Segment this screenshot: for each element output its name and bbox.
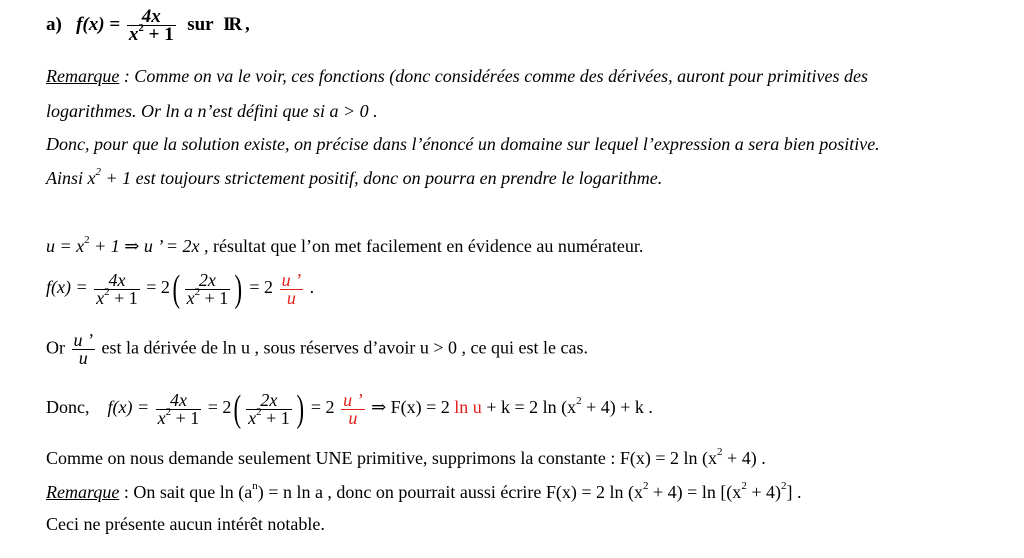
- step4-den1: x: [157, 407, 166, 428]
- step4-donc: Donc,: [46, 397, 90, 418]
- item-label: a): [46, 13, 62, 35]
- step4-den2exp: 2: [256, 405, 262, 418]
- remark1-line4: [46, 168, 662, 189]
- header-sur: sur: [187, 13, 214, 35]
- remark2-exp1: n: [252, 480, 258, 492]
- remark1-text1: : Comme on va le voir, ces fonctions (donc considérées comme des dérivées, auront pour primitives des: [119, 66, 868, 86]
- step2-den2rest: + 1: [200, 287, 229, 308]
- step4-eq3: = 2: [310, 397, 335, 418]
- step2-den2exp: 2: [194, 285, 201, 298]
- step2-num2: 2x: [185, 272, 231, 290]
- function-name: f(x) =: [76, 13, 121, 35]
- remark2-c: + 4) = ln [(x: [648, 482, 742, 502]
- step4-num2: 2x: [246, 392, 292, 410]
- final-line: Ceci ne présente aucun intérêt notable.: [46, 514, 325, 534]
- step2-fx: f(x) =: [46, 277, 88, 298]
- step5-a: Comme on nous demande seulement UNE primitive, supprimons la constante : F(x) = 2 ln (x: [46, 448, 718, 468]
- step4-line: [46, 390, 653, 428]
- step4-exp: 2: [576, 395, 582, 408]
- step4-lnu: ln u: [454, 397, 482, 418]
- step2-num1: 4x: [94, 272, 140, 290]
- remark1-title: Remarque: [46, 66, 120, 86]
- step3-line: [46, 332, 588, 367]
- step1-rest: + 1 ⇒ u ’ = 2x ,: [89, 236, 209, 256]
- remark1-line1: [46, 66, 868, 87]
- step2-den1exp: 2: [104, 285, 110, 298]
- step3-or: Or: [46, 337, 65, 358]
- header-line: [46, 8, 250, 43]
- step4-fx: f(x) =: [107, 397, 150, 418]
- header-comma: ,: [245, 13, 250, 35]
- remark1-text3: Donc, pour que la solution existe, on précise dans l’énoncé un domaine sur lequel l’expression a sera bien positive.: [46, 134, 880, 154]
- right-paren: ): [234, 268, 243, 310]
- step2-den1rest: + 1: [109, 287, 138, 308]
- step2-frac2: [185, 269, 231, 308]
- remark2-exp3: 2: [741, 480, 747, 492]
- step4-num3: u ’: [343, 389, 363, 410]
- step4-den1exp: 2: [165, 405, 172, 418]
- step2-num3: u ’: [281, 269, 302, 290]
- step2-den3: u: [286, 287, 296, 308]
- header-den-rest: + 1: [143, 24, 174, 45]
- step2-den2: x: [186, 287, 195, 308]
- header-den-exp: 2: [138, 22, 144, 34]
- step1-exp: 2: [84, 234, 90, 246]
- remark1-text4a: Ainsi x: [46, 168, 96, 188]
- remark2-d: + 4): [746, 482, 781, 502]
- step4-rest1: + k = 2 ln (x: [481, 397, 577, 418]
- remark2-exp4: 2: [780, 480, 787, 492]
- step3-num: u ’: [73, 330, 93, 350]
- remark1-text2: logarithmes. Or ln a n’est défini que si a > 0 .: [46, 101, 378, 121]
- step3-den: u: [78, 348, 88, 368]
- step3-text: est la dérivée de ln u , sous réserves d’avoir u > 0 , ce qui est le cas.: [101, 337, 588, 358]
- remark1-text4b: + 1 est toujours strictement positif, donc on pourra en prendre le logarithme.: [101, 168, 663, 188]
- remark2-a: : On sait que ln (a: [119, 482, 253, 502]
- step3-frac: [72, 332, 96, 367]
- step2-frac3: [280, 269, 304, 308]
- remark2-e: ] .: [786, 482, 802, 502]
- header-fraction: [127, 8, 176, 43]
- step4-den2: x: [248, 407, 257, 428]
- remark2-title: Remarque: [46, 482, 120, 502]
- remark1-line3: [46, 134, 880, 155]
- remark1-exp: 2: [95, 166, 101, 178]
- real-set: IR: [223, 13, 241, 35]
- step4-den1rest: + 1: [171, 407, 200, 428]
- step5-exp: 2: [717, 446, 723, 458]
- step2-frac1: [94, 269, 140, 308]
- step4-imp: ⇒ F(x) = 2: [371, 397, 455, 418]
- right-paren: ): [296, 388, 304, 430]
- step4-den2rest: + 1: [261, 407, 290, 428]
- step4-num1: 4x: [156, 392, 202, 410]
- header-numerator: 4x: [127, 8, 176, 26]
- left-paren: (: [233, 388, 242, 430]
- remark1-line2: [46, 101, 378, 122]
- step2-eq3: = 2: [249, 277, 274, 298]
- header-den-base: x: [128, 24, 139, 45]
- step4-den3: u: [348, 407, 358, 428]
- step1-u: u = x: [46, 236, 85, 256]
- step2-den1: x: [96, 287, 105, 308]
- step5-line: [46, 448, 766, 469]
- step4-frac3: [341, 389, 365, 428]
- step5-b: + 4) .: [722, 448, 766, 468]
- step1-text: résultat que l’on met facilement en évidence au numérateur.: [208, 236, 644, 256]
- remark2-line: [46, 482, 801, 503]
- left-paren: (: [172, 268, 181, 310]
- step2-dot: .: [309, 277, 315, 298]
- remark2-exp2: 2: [643, 480, 649, 492]
- step2-line: [46, 270, 314, 308]
- step4-frac1: [156, 389, 202, 428]
- step4-frac2: [246, 389, 292, 428]
- step4-rest2: + 4) + k .: [581, 397, 653, 418]
- step4-eq2: = 2: [207, 397, 232, 418]
- remark2-b: ) = n ln a , donc on pourrait aussi écrire F(x) = 2 ln (x: [257, 482, 644, 502]
- step2-eq2: = 2: [146, 277, 170, 298]
- step1-line: [46, 236, 643, 257]
